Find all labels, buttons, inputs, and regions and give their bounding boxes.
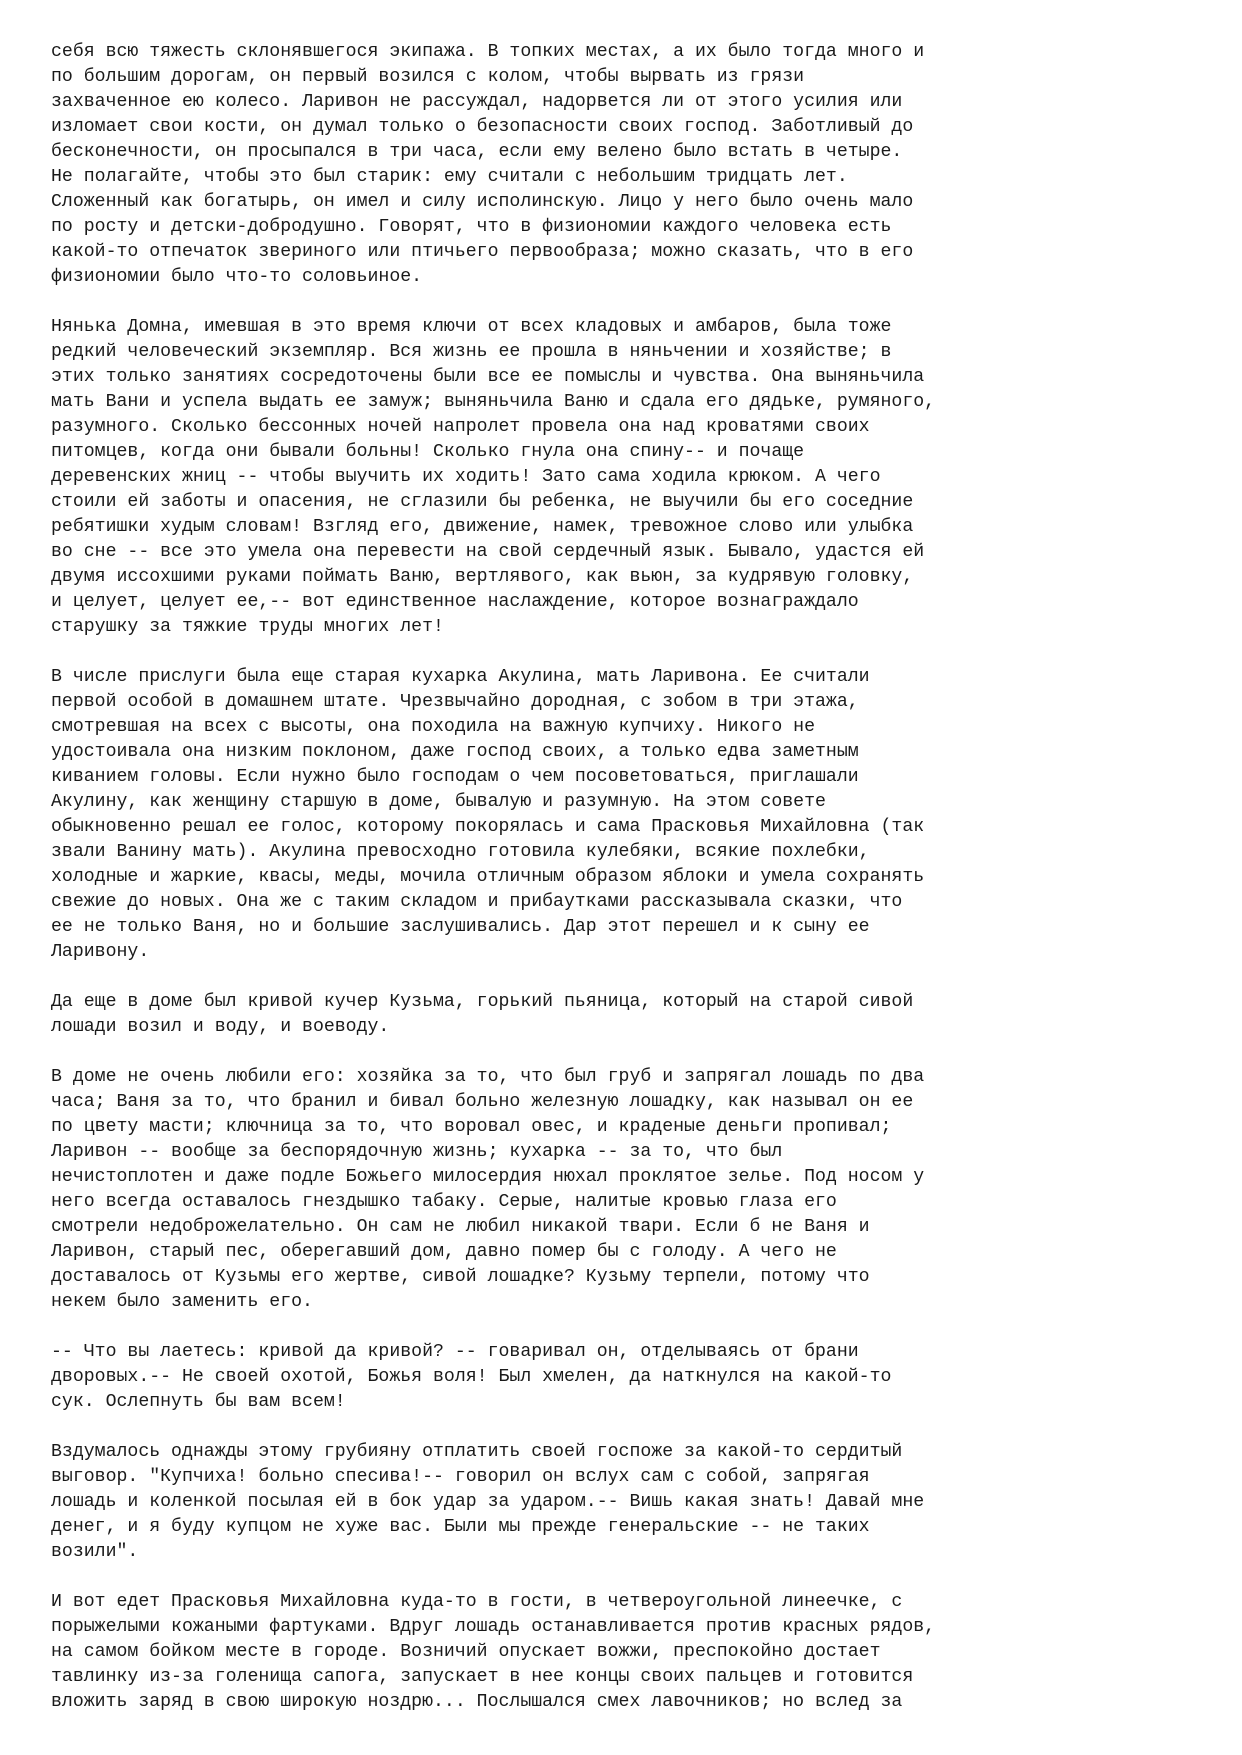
text-line: по большим дорогам, он первый возился с колом, чтобы вырвать из грязи xyxy=(51,67,805,87)
paragraph xyxy=(51,1440,1201,1565)
text-line: холодные и жаркие, квасы, меды, мочила отличным образом яблоки и умела сохранять xyxy=(51,867,925,887)
text-line: и целует, целует ее,-- вот единственное наслаждение, которое вознаграждало xyxy=(51,592,859,612)
text-line: лошадь и коленкой посылая ей в бок удар за ударом.-- Вишь какая знать! Давай мне xyxy=(51,1492,925,1512)
text-line: физиономии было что-то соловьиное. xyxy=(51,267,423,287)
text-line: И вот едет Прасковья Михайловна куда-то в гости, в четвероугольной линеечке, с xyxy=(51,1592,903,1612)
text-line: возили". xyxy=(51,1542,139,1562)
text-line: удостоивала она низким поклоном, даже господ своих, а только едва заметным xyxy=(51,742,859,762)
paragraph xyxy=(51,315,1201,640)
text-line: нечистоплотен и даже подле Божьего милосердия нюхал проклятое зелье. Под носом у xyxy=(51,1167,925,1187)
text-line: вложить заряд в свою широкую ноздрю... Послышался смех лавочников; но вслед за xyxy=(51,1692,903,1712)
document-page xyxy=(51,40,1201,1740)
text-line: лошади возил и воду, и воеводу. xyxy=(51,1017,390,1037)
text-line: смотревшая на всех с высоты, она походила на важную купчиху. Никого не xyxy=(51,717,815,737)
text-line: ребятишки худым словам! Взгляд его, движение, намек, тревожное слово или улыбка xyxy=(51,517,914,537)
text-line: редкий человеческий экземпляр. Вся жизнь ее прошла в няньчении и хозяйстве; в xyxy=(51,342,892,362)
text-line: Ларивону. xyxy=(51,942,150,962)
text-line: мать Вани и успела выдать ее замуж; выняньчила Ваню и сдала его дядьке, румяного, xyxy=(51,392,936,412)
text-line: ее не только Ваня, но и большие заслушивались. Дар этот перешел и к сыну ее xyxy=(51,917,870,937)
text-line: Ларивон, старый пес, оберегавший дом, давно помер бы с голоду. А чего не xyxy=(51,1242,837,1262)
text-line: смотрели недоброжелательно. Он сам не любил никакой твари. Если б не Ваня и xyxy=(51,1217,870,1237)
text-line: изломает свои кости, он думал только о безопасности своих господ. Заботливый до xyxy=(51,117,914,137)
text-line: киванием головы. Если нужно было господам о чем посоветоваться, приглашали xyxy=(51,767,859,787)
text-line: по цвету масти; ключница за то, что воровал овес, и краденые деньги пропивал; xyxy=(51,1117,892,1137)
text-line: Да еще в доме был кривой кучер Кузьма, горький пьяница, который на старой сивой xyxy=(51,992,914,1012)
text-line: Сложенный как богатырь, он имел и силу исполинскую. Лицо у него было очень мало xyxy=(51,192,914,212)
text-line: свежие до новых. Она же с таким складом и прибаутками рассказывала сказки, что xyxy=(51,892,903,912)
text-line: денег, и я буду купцом не хуже вас. Были мы прежде генеральские -- не таких xyxy=(51,1517,870,1537)
text-line: себя всю тяжесть склонявшегося экипажа. В топких местах, а их было тогда много и xyxy=(51,42,925,62)
text-line: Не полагайте, чтобы это был старик: ему считали с небольшим тридцать лет. xyxy=(51,167,848,187)
text-line: двумя иссохшими руками поймать Ваню, вертлявого, как вьюн, за кудрявую головку, xyxy=(51,567,914,587)
paragraph xyxy=(51,1590,1201,1715)
text-line: на самом бойком месте в городе. Возничий опускает вожжи, преспокойно достает xyxy=(51,1642,881,1662)
paragraph xyxy=(51,40,1201,290)
text-line: тавлинку из-за голенища сапога, запускает в нее концы своих пальцев и готовится xyxy=(51,1667,914,1687)
text-line: стоили ей заботы и опасения, не сглазили бы ребенка, не выучили бы его соседние xyxy=(51,492,914,512)
text-line: часа; Ваня за то, что бранил и бивал больно железную лошадку, как называл он ее xyxy=(51,1092,914,1112)
text-line: Ларивон -- вообще за беспорядочную жизнь; кухарка -- за то, что был xyxy=(51,1142,783,1162)
paragraph xyxy=(51,665,1201,965)
text-line: бесконечности, он просыпался в три часа, если ему велено было встать в четыре. xyxy=(51,142,903,162)
paragraph xyxy=(51,1340,1201,1415)
text-line: некем было заменить его. xyxy=(51,1292,313,1312)
text-line: В доме не очень любили его: хозяйка за то, что был груб и запрягал лошадь по два xyxy=(51,1067,925,1087)
text-line: звали Ванину мать). Акулина превосходно готовила кулебяки, всякие похлебки, xyxy=(51,842,870,862)
text-line: доставалось от Кузьмы его жертве, сивой лошадке? Кузьму терпели, потому что xyxy=(51,1267,870,1287)
text-line: обыкновенно решал ее голос, которому покорялась и сама Прасковья Михайловна (так xyxy=(51,817,925,837)
text-line: захваченное ею колесо. Ларивон не рассуждал, надорвется ли от этого усилия или xyxy=(51,92,903,112)
text-line: старушку за тяжкие труды многих лет! xyxy=(51,617,444,637)
text-line: какой-то отпечаток звериного или птичьего первообраза; можно сказать, что в его xyxy=(51,242,914,262)
text-line: -- Что вы лаетесь: кривой да кривой? -- говаривал он, отделываясь от брани xyxy=(51,1342,859,1362)
text-line: него всегда оставалось гнездышко табаку. Серые, налитые кровью глаза его xyxy=(51,1192,837,1212)
text-line: во сне -- все это умела она перевести на свой сердечный язык. Бывало, удастся ей xyxy=(51,542,925,562)
paragraph xyxy=(51,990,1201,1040)
text-line: по росту и детски-добродушно. Говорят, что в физиономии каждого человека есть xyxy=(51,217,892,237)
text-line: питомцев, когда они бывали больны! Сколько гнула она спину-- и почаще xyxy=(51,442,805,462)
text-line: разумного. Сколько бессонных ночей напролет провела она над кроватями своих xyxy=(51,417,870,437)
text-line: выговор. "Купчиха! больно спесива!-- говорил он вслух сам с собой, запрягая xyxy=(51,1467,870,1487)
text-line: деревенских жниц -- чтобы выучить их ходить! Зато сама ходила крюком. А чего xyxy=(51,467,881,487)
text-line: дворовых.-- Не своей охотой, Божья воля! Был хмелен, да наткнулся на какой-то xyxy=(51,1367,892,1387)
text-line: этих только занятиях сосредоточены были все ее помыслы и чувства. Она выняньчила xyxy=(51,367,925,387)
text-line: первой особой в домашнем штате. Чрезвычайно дородная, с зобом в три этажа, xyxy=(51,692,859,712)
text-line: Акулину, как женщину старшую в доме, бывалую и разумную. На этом совете xyxy=(51,792,826,812)
text-line: Нянька Домна, имевшая в это время ключи от всех кладовых и амбаров, была тоже xyxy=(51,317,892,337)
text-line: сук. Ослепнуть бы вам всем! xyxy=(51,1392,346,1412)
text-line: В числе прислуги была еще старая кухарка Акулина, мать Ларивона. Ее считали xyxy=(51,667,870,687)
text-line: Вздумалось однажды этому грубияну отплатить своей госпоже за какой-то сердитый xyxy=(51,1442,903,1462)
paragraph xyxy=(51,1065,1201,1315)
text-line: порыжелыми кожаными фартуками. Вдруг лошадь останавливается против красных рядов, xyxy=(51,1617,936,1637)
